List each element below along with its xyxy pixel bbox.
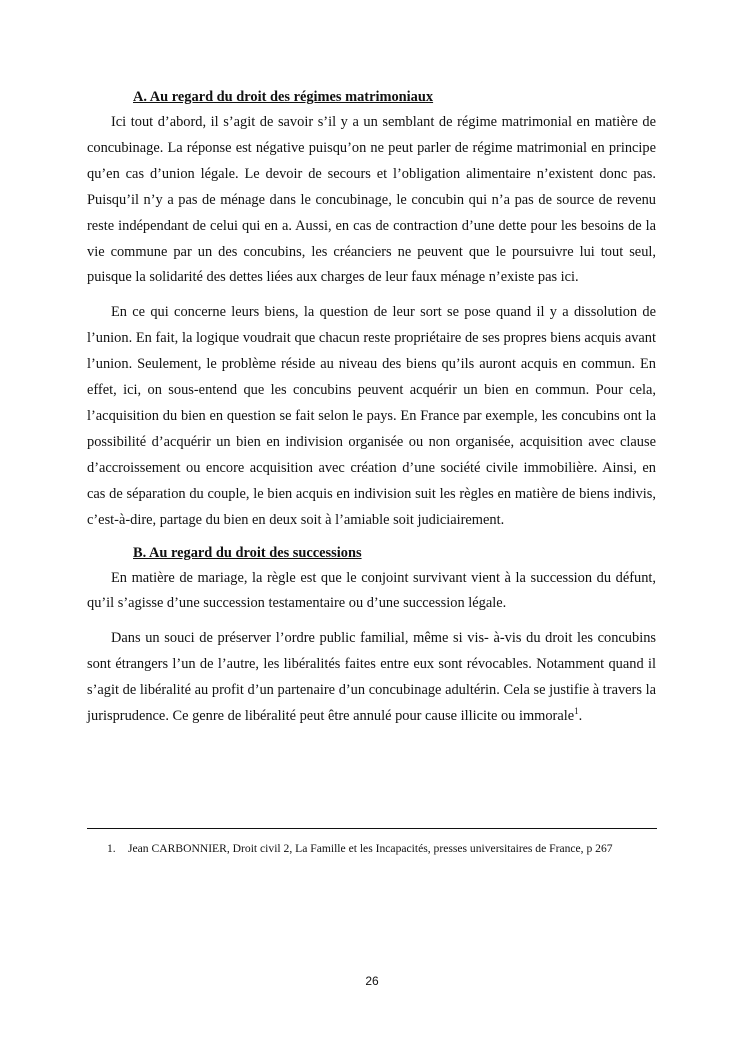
footnote-text: Jean CARBONNIER, Droit civil 2, La Famille et les Incapacités, presses universitaires de France, p 267 [128,842,613,855]
paragraph-successions-2-text: Dans un souci de préserver l’ordre public familial, même si vis- à-vis du droit les concubins sont étrangers l’un de l’autre, les libéralités faites entre eux sont révocables. Notamment quand il s’agit de libéralité au profit d’un partenaire d’un concubinage adultérin. Cela se justifie à travers la jurisprudence. Ce genre de libéralité peut être annulé pour cause illicite ou immorale [87,630,656,725]
footnote-reference[interactable]: 1 [574,706,579,717]
paragraph-regimes-1: Ici tout d’abord, il s’agit de savoir s’il y a un semblant de régime matrimonial en matière de concubinage. La réponse est négative puisqu’on ne peut parler de régime matrimonial en principe qu’en cas d’union légale. Le devoir de secours et l’obligation alimentaire n’existent donc pas. Puisqu’il n’y a pas de ménage dans le concubinage, le concubin qui n’a pas de source de revenu reste indépendant de celui qui en a. Aussi, en cas de contraction d’une dette pour les besoins de la vie commune par un des concubins, les créanciers ne peuvent que le poursuivre lui tout seul, puisque la solidarité des dettes liées aux charges de leur faux ménage n’existe pas ici. [87,114,656,286]
footnote-item [107,838,656,860]
footnote-separator [87,828,657,829]
footnote-number: 1. [107,842,116,855]
paragraph-end-punctuation: . [578,708,583,725]
section-heading-regimes: A. Au regard du droit des régimes matrimoniaux [133,89,434,105]
page-body [87,84,656,730]
paragraph-successions-2 [87,626,656,730]
paragraph-successions-1: En matière de mariage, la règle est que le conjoint survivant vient à la succession du défunt, qu’il s’agisse d’une succession testamentaire ou d’une succession légale. [87,569,656,612]
page-number: 26 [365,974,379,988]
paragraph-regimes-2: En ce qui concerne leurs biens, la question de leur sort se pose quand il y a dissolution de l’union. En fait, la logique voudrait que chacun reste propriétaire de ses propres biens acquis avant l’union. Seulement, le problème réside au niveau des biens qu’ils auront acquis en commun. En effet, ici, on sous-entend que les concubins peuvent acquérir un bien en commun. Pour cela, l’acquisition du bien en question se fait selon le pays. En France par exemple, les concubins ont la possibilité d’acquérir un bien en indivision organisée ou non organisée, acquisition avec clause d’accroissement ou encore acquisition avec création d’une société civile immobilière. Ainsi, en cas de séparation du couple, le bien acquis en indivision suit les règles en matière de biens indivis, c’est-à-dire, partage du bien en deux soit à l’amiable soit judiciairement. [87,304,656,528]
footnote-list [107,838,656,860]
section-heading-successions: B. Au regard du droit des successions [133,544,362,561]
